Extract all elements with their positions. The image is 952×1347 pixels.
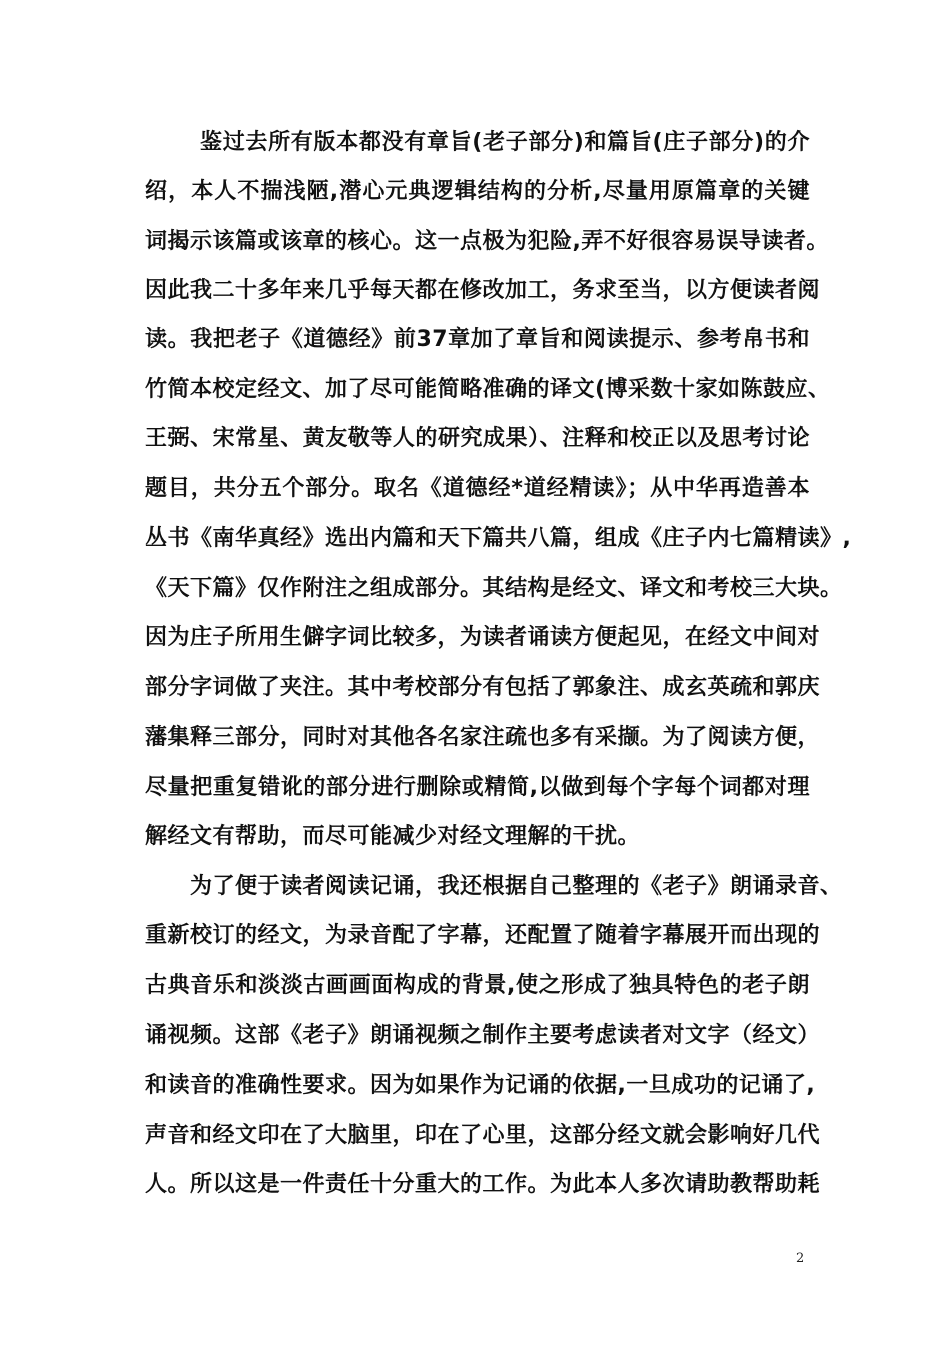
text-line: 竹简本校定经文、加了尽可能简略准确的译文(博采数十家如陈鼓应、: [145, 377, 831, 402]
text-line: 解经文有帮助，而尽可能减少对经文理解的干扰。: [145, 824, 641, 849]
text-line: 因为庄子所用生僻字词比较多，为读者诵读方便起见，在经文中间对: [145, 625, 821, 650]
text-line: 尽量把重复错讹的部分进行删除或精简,以做到每个字每个词都对理: [145, 775, 810, 800]
text-line: 王弼、宋常星、黄友敬等人的研究成果）、注释和校正以及思考讨论: [145, 426, 810, 451]
page-number: 2: [796, 1251, 805, 1266]
text-line: 鉴过去所有版本都没有章旨(老子部分)和篇旨(庄子部分)的介: [200, 130, 810, 155]
text-line: 读。我把老子《道德经》前37章加了章旨和阅读提示、参考帛书和: [145, 327, 810, 352]
text-line: 《天下篇》仅作附注之组成部分。其结构是经文、译文和考校三大块。: [145, 576, 843, 601]
text-line: 因此我二十多年来几乎每天都在修改加工，务求至当，以方便读者阅: [145, 278, 821, 303]
text-line: 和读音的准确性要求。因为如果作为记诵的依据,一旦成功的记诵了,: [145, 1073, 816, 1098]
text-line: 人。所以这是一件责任十分重大的工作。为此本人多次请助教帮助耗: [145, 1172, 821, 1197]
text-line: 藩集释三部分，同时对其他各名家注疏也多有采撷。为了阅读方便，: [145, 725, 821, 750]
text-line: 题目，共分五个部分。取名《道德经*道经精读》；从中华再造善本: [145, 476, 810, 501]
text-line: 部分字词做了夹注。其中考校部分有包括了郭象注、成玄英疏和郭庆: [145, 675, 821, 700]
text-line: 丛书《南华真经》选出内篇和天下篇共八篇，组成《庄子内七篇精读》,: [145, 526, 852, 551]
text-line: 诵视频。这部《老子》朗诵视频之制作主要考虑读者对文字（经文）: [145, 1023, 821, 1048]
text-line: 古典音乐和淡淡古画画面构成的背景,使之形成了独具特色的老子朗: [145, 973, 810, 998]
text-line: 词揭示该篇或该章的核心。这一点极为犯险,弄不好很容易误导读者。: [145, 229, 829, 254]
text-line: 重新校订的经文，为录音配了字幕，还配置了随着字幕展开而出现的: [145, 923, 821, 948]
text-line: 绍，本人不揣浅陋,潜心元典逻辑结构的分析,尽量用原篇章的关键: [145, 179, 810, 204]
text-line: 声音和经文印在了大脑里，印在了心里，这部分经文就会影响好几代: [145, 1123, 821, 1148]
text-line: 为了便于读者阅读记诵，我还根据自己整理的《老子》朗诵录音、: [190, 874, 843, 899]
